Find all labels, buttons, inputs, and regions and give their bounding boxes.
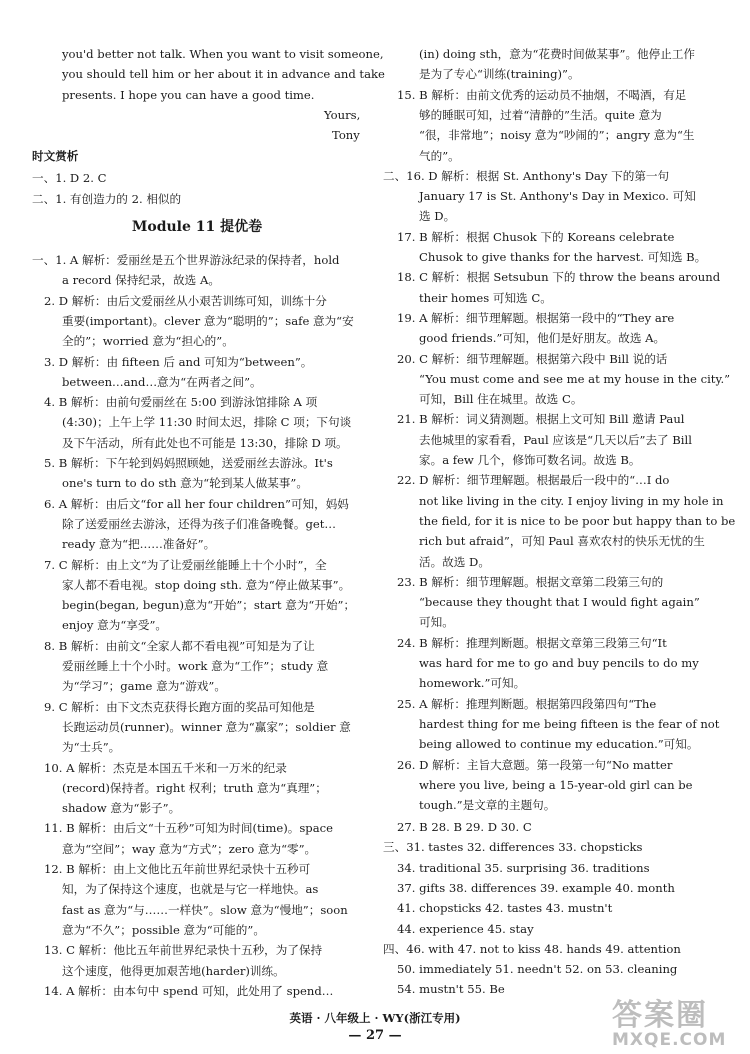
answer-item-continuation: 为“学习”；game 意为“游戏”。 [62,679,226,694]
answer-item: 6. A 解析：由后文“for all her four children”可知，妈妈 [44,496,349,511]
watermark-url: MXQE.COM [612,1030,727,1050]
answer-line: 41. chopsticks 42. tastes 43. mustn't [397,901,613,916]
answer-item-continuation: enjoy 意为“享受”。 [62,618,167,633]
page-number: — 27 — [348,1028,402,1043]
answer-item-continuation: good friends.”可知，他们是好朋友。故选 A。 [419,331,666,346]
letter-signature: Tony [332,128,360,143]
answer-item-continuation: 及下午活动，所有此处也不可能是 13:30，排除 D 项。 [62,435,348,450]
answer-item: 25. A 解析：推理判断题。根据第四段第四句“The [397,696,657,711]
answer-item-continuation: 这个速度，他得更加艰苦地(harder)训练。 [62,963,285,978]
answer-item-continuation: (4:30)；上午上学 11:30 时间太迟，排除 C 项；下句谈 [62,415,352,430]
answer-item: 21. B 解析：词义猜测题。根据上文可知 Bill 邀请 Paul [397,412,685,427]
answer-item-continuation: 家。a few 几个，修饰可数名词。故选 B。 [419,453,641,467]
answer-item-continuation: 够的睡眠可知，过着“清静的”生活。quite 意为 [419,107,662,122]
answer-line: 37. gifts 38. differences 39. example 40. month [397,880,675,895]
answer-item-continuation: rich but afraid”，可知 Paul 喜欢农村的快乐无忧的生 [419,534,705,549]
answer-item-continuation: 气的”。 [419,148,460,163]
answer-item: 26. D 解析：主旨大意题。第一段第一句“No matter [397,757,673,772]
answer-item: 9. C 解析：由下文杰克获得长跑方面的奖品可知他是 [44,699,315,714]
answer-item-continuation: 可知，Bill 住在城里。故选 C。 [419,392,583,407]
answer-item: 5. B 解析：下午轮到妈妈照顾她，送爱丽丝去游泳。It's [44,456,333,470]
answer-item: 二、16. D 解析：根据 St. Anthony's Day 下的第一句 [383,168,670,183]
answer-item-continuation: 为“士兵”。 [62,740,121,755]
answer-item-continuation: 选 D。 [419,209,456,224]
answer-item-continuation: ready 意为“把……准备好”。 [62,537,216,552]
answer-item-continuation: being allowed to continue my education.”可知。 [419,737,699,752]
answer-item-continuation: tough.”是文章的主题句。 [419,798,556,813]
answer-line: 50. immediately 51. needn't 52. on 53. cleaning [397,962,678,977]
answer-item-continuation: “You must come and see me at my house in the city.” [419,371,731,386]
letter-line: presents. I hope you can have a good time. [62,87,315,102]
answer-item-continuation: begin(began, begun)意为“开始”；start 意为“开始”； [62,598,356,613]
answer-item-continuation: 家人都不看电视。stop doing sth. 意为“停止做某事”。 [62,577,351,592]
answer-item-continuation: 长跑运动员(runner)。winner 意为“赢家”；soldier 意 [62,719,351,734]
answer-item: 14. A 解析：由本句中 spend 可知，此处用了 spend… [44,983,334,998]
watermark-logo [612,990,742,1050]
section-heading: 时文赏析 [32,149,79,163]
answer-item-continuation: their homes 可知选 C。 [419,290,552,305]
answer-item-continuation: a record 保持纪录，故选 A。 [62,273,220,288]
answer-item: 11. B 解析：由后文“十五秒”可知为时间(time)。space [44,821,333,836]
answer-item-continuation: hardest thing for me being fifteen is the fear of not [419,716,720,731]
answer-item-continuation: “很，非常地”；noisy 意为“吵闹的”；angry 意为“生 [419,128,695,143]
answer-item: 3. D 解析：由 fifteen 后 and 可知为“between”。 [44,354,313,369]
answer-item-continuation: 去他城里的家看看，Paul 应该是“几天以后”去了 Bill [419,432,692,447]
letter-line: you'd better not talk. When you want to visit someone, [62,47,384,61]
answer-line: 四、46. with 47. not to kiss 48. hands 49. attention [383,941,681,956]
answer-item: 18. C 解析：根据 Setsubun 下的 throw the beans around [397,270,721,285]
answer-item-continuation: 是为了专心“训练(training)”。 [419,67,580,82]
answer-line: 34. traditional 35. surprising 36. traditions [397,860,650,875]
answer-item-continuation: homework.”可知。 [419,676,526,691]
answer-item-continuation: 意为“不久”；possible 意为“可能的”。 [62,922,265,937]
answer-item-continuation: where you live, being a 15-year-old girl can be [419,777,693,792]
answer-item: 15. B 解析：由前文优秀的运动员不抽烟，不喝酒，有足 [397,87,687,102]
answer-item-continuation: 可知。 [419,615,454,630]
answer-line: 二、1. 有创造力的 2. 相似的 [32,192,182,206]
answer-item: 23. B 解析：细节理解题。根据文章第二段第三句的 [397,574,664,589]
answer-item: 13. C 解析：他比五年前世界纪录快十五秒，为了保持 [44,943,323,958]
answer-item-continuation: 知，为了保持这个速度，也就是与它一样地快。as [62,882,319,897]
answer-item-continuation: not like living in the city. I enjoy living in my hole in [419,493,724,508]
answer-item: 8. B 解析：由前文“全家人都不看电视”可知是为了让 [44,638,315,653]
answer-item-continuation: January 17 is St. Anthony's Day in Mexico. 可知 [419,189,696,204]
answer-item-continuation: 爱丽丝睡上十个小时。work 意为“工作”；study 意 [62,659,329,673]
watermark-logo-text: 答案圈 [612,998,708,1033]
answer-item: 10. A 解析：杰克是本国五千米和一万米的纪录 [44,760,287,775]
letter-closing: Yours, [324,107,361,122]
answer-item: 12. B 解析：由上文他比五年前世界纪录快十五秒可 [44,862,311,876]
answer-item-continuation: fast as 意为“与……一样快”。slow 意为“慢地”；soon [62,902,348,917]
answer-item-continuation: 除了送爱丽丝去游泳，还得为孩子们准备晚餐。get… [62,516,337,531]
answer-line: 一、1. D 2. C [32,171,107,185]
answer-line: 44. experience 45. stay [397,921,534,936]
answer-item-continuation: 意为“空间”；way 意为“方式”；zero 意为“零”。 [62,841,317,856]
answer-line: 54. mustn't 55. Be [397,982,505,997]
answer-item: 17. B 解析：根据 Chusok 下的 Koreans celebrate [397,229,675,244]
answer-item: 7. C 解析：由上文“为了让爱丽丝能睡上十个小时”，全 [44,557,327,572]
answer-item: 2. D 解析：由后文爱丽丝从小艰苦训练可知，训练十分 [44,293,327,308]
answer-item: 一、1. A 解析：爱丽丝是五个世界游泳纪录的保持者，hold [32,253,340,267]
module-title: Module 11 提优卷 [131,219,263,235]
answer-item-continuation: 重要(important)。clever 意为“聪明的”；safe 意为“安 [62,313,354,328]
answer-item: 20. C 解析：细节理解题。根据第六段中 Bill 说的话 [397,351,668,366]
answer-item-continuation: (in) doing sth，意为“花费时间做某事”。他停止工作 [419,47,696,61]
letter-line: you should tell him or her about it in advance and take [62,67,385,82]
answer-item-continuation: 全的”；worried 意为“担心的”。 [62,334,234,349]
answer-item: 19. A 解析：细节理解题。根据第一段中的“They are [397,310,675,325]
answer-item-continuation: 活。故选 D。 [419,554,490,569]
answer-item-continuation: (record)保持者。right 权利；truth 意为“真理”； [62,780,327,795]
answer-item-continuation: shadow 意为“影子”。 [62,801,181,816]
answer-line: 27. B 28. B 29. D 30. C [397,820,532,834]
answer-item-continuation: the field, for it is nice to be poor but happy than to be [419,513,736,528]
answer-line: 三、31. tastes 32. differences 33. chopsticks [383,840,643,855]
answer-item: 22. D 解析：细节理解题。根据最后一段中的“…I do [397,473,670,488]
answer-item-continuation: one's turn to do sth 意为“轮到某人做某事”。 [62,476,308,491]
answer-item: 24. B 解析：推理判断题。根据文章第三段第三句“It [397,635,667,650]
answer-item-continuation: between…and…意为“在两者之间”。 [62,374,262,389]
answer-item: 4. B 解析：由前句爱丽丝在 5:00 到游泳馆排除 A 项 [44,395,318,410]
answer-item-continuation: Chusok to give thanks for the harvest. 可知选 B。 [419,250,707,264]
footer-book-info: 英语 · 八年级上 · WY(浙江专用) [289,1011,461,1025]
answer-item-continuation: was hard for me to go and buy pencils to do my [419,656,699,670]
answer-item-continuation: “because they thought that I would fight again” [419,595,700,610]
